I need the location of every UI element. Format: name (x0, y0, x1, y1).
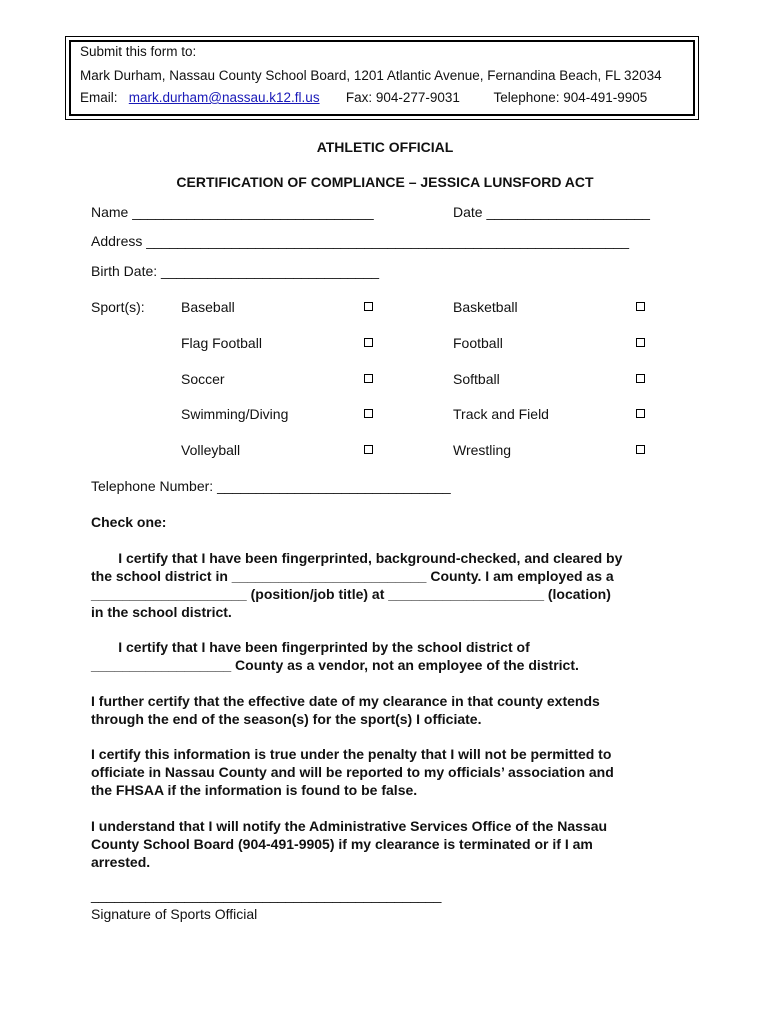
sport-swimming-diving: Swimming/Diving (181, 406, 289, 422)
notification-statement (91, 817, 691, 871)
clearance-date-statement (91, 692, 691, 728)
checkbox-football[interactable] (636, 338, 645, 347)
sport-soccer: Soccer (181, 371, 225, 387)
para5-line3: arrested. (91, 854, 151, 870)
address-field[interactable]: Address ______________________________________________________________ (91, 233, 629, 249)
check-one-heading: Check one: (91, 514, 167, 530)
para4-line1: I certify this information is true under the penalty that I will not be permitted to (91, 746, 612, 762)
date-field[interactable]: Date _____________________ (453, 204, 650, 220)
sport-football: Football (453, 335, 503, 351)
checkbox-soccer[interactable] (364, 374, 373, 383)
checkbox-baseball[interactable] (364, 302, 373, 311)
sports-label: Sport(s): (91, 299, 145, 315)
email-label: Email: (80, 90, 118, 105)
para5-line2: County School Board (904-491-9905) if my clearance is terminated or if I am (91, 836, 593, 852)
submit-instruction: Submit this form to: (80, 44, 197, 59)
sport-wrestling: Wrestling (453, 442, 512, 458)
para2-line1: I certify that I have been fingerprinted by the school district of (91, 639, 530, 655)
form-title: ATHLETIC OFFICIAL (316, 139, 454, 155)
para1-line4: in the school district. (91, 604, 232, 620)
para3-line2: through the end of the season(s) for the sport(s) I officiate. (91, 711, 482, 727)
contact-line (80, 90, 647, 105)
penalty-statement (91, 745, 691, 799)
para2-line2: __________________ County as a vendor, not an employee of the district. (91, 657, 579, 673)
para4-line2: officiate in Nassau County and will be reported to my officials’ association and (91, 764, 614, 780)
name-field[interactable]: Name _______________________________ (91, 204, 374, 220)
checkbox-wrestling[interactable] (636, 445, 645, 454)
email-link[interactable]: mark.durham@nassau.k12.fl.us (128, 90, 320, 105)
checkbox-volleyball[interactable] (364, 445, 373, 454)
submit-address: Mark Durham, Nassau County School Board, 1201 Atlantic Avenue, Fernandina Beach, FL 32034 (80, 68, 662, 83)
checkbox-track-and-field[interactable] (636, 409, 645, 418)
para3-line1: I further certify that the effective date of my clearance in that county extends (91, 693, 600, 709)
certification-option-employee[interactable] (91, 549, 691, 621)
para1-line2: the school district in _________________________ County. I am employed as a (91, 568, 614, 584)
form-subtitle: CERTIFICATION OF COMPLIANCE – JESSICA LUNSFORD ACT (176, 174, 594, 190)
para1-line1: I certify that I have been fingerprinted, background-checked, and cleared by (91, 550, 623, 566)
sport-baseball: Baseball (181, 299, 235, 315)
birth-date-field[interactable]: Birth Date: ____________________________ (91, 263, 380, 279)
sport-volleyball: Volleyball (181, 442, 241, 458)
telephone-number-field[interactable]: Telephone Number: ______________________________ (91, 478, 451, 494)
sport-flag-football: Flag Football (181, 335, 262, 351)
para5-line1: I understand that I will notify the Administrative Services Office of the Nassau (91, 818, 608, 834)
checkbox-flag-football[interactable] (364, 338, 373, 347)
fax-number: Fax: 904-277-9031 (345, 90, 460, 105)
certification-option-vendor[interactable] (91, 638, 691, 674)
checkbox-swimming-diving[interactable] (364, 409, 373, 418)
checkbox-softball[interactable] (636, 374, 645, 383)
sport-softball: Softball (453, 371, 500, 387)
telephone-number: Telephone: 904-491-9905 (493, 90, 648, 105)
signature-line[interactable]: _____________________________________________ (91, 887, 442, 903)
sport-track-and-field: Track and Field (453, 406, 549, 422)
checkbox-basketball[interactable] (636, 302, 645, 311)
signature-label: Signature of Sports Official (91, 906, 258, 922)
sport-basketball: Basketball (453, 299, 518, 315)
para4-line3: the FHSAA if the information is found to be false. (91, 782, 418, 798)
para1-line3: ____________________ (position/job title) at ____________________ (location) (91, 586, 611, 602)
